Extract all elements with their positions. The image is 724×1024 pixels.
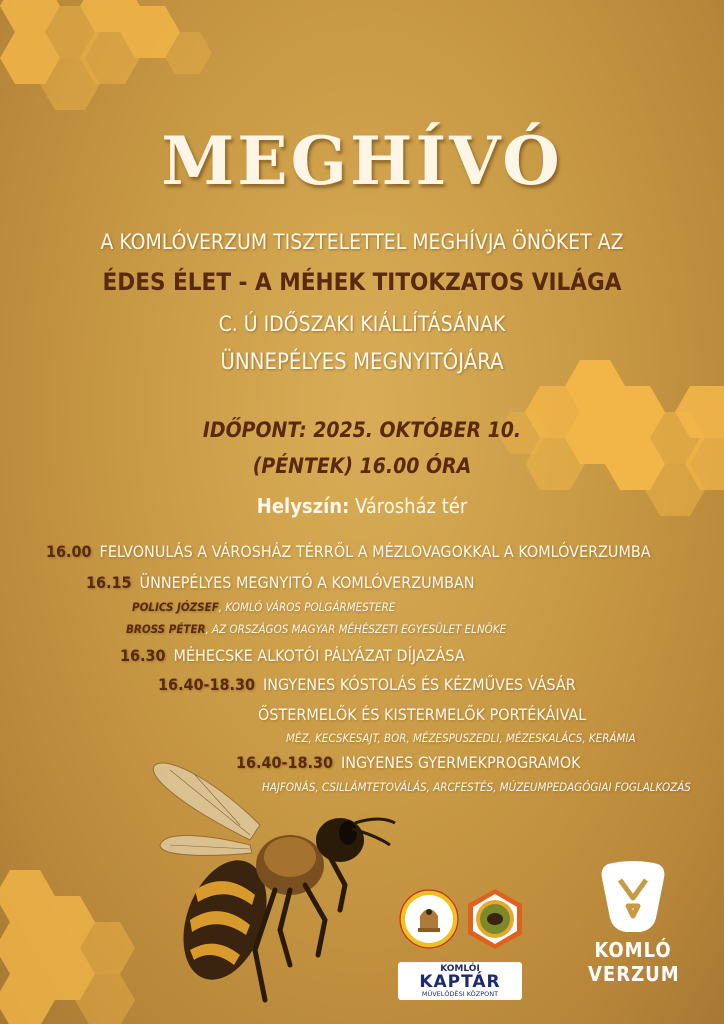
program-detail: HAJFONÁS, CSILLÁMTETOVÁLÁS, ARCFESTÉS, MÚZEUMPEDAGÓGIAI FOGLALKOZÁS <box>262 780 691 794</box>
location <box>0 494 724 518</box>
intro-line: C. Ú IDŐSZAKI KIÁLLÍTÁSÁNAK <box>218 312 506 336</box>
date-line: IDŐPONT: 2025. OKTÓBER 10. <box>202 418 522 442</box>
speaker-name: BROSS PÉTER <box>126 622 206 636</box>
page-title: MEGHÍVÓ <box>161 122 563 200</box>
date-line: (PÉNTEK) 16.00 ÓRA <box>252 454 472 478</box>
honeycomb-icon <box>500 350 724 550</box>
speaker-name: POLICS JÓZSEF <box>132 600 219 614</box>
program-time: 16.00 <box>46 542 92 561</box>
intro-line: ÜNNEPÉLYES MEGNYITÓJÁRA <box>220 350 504 375</box>
program-time: 16.30 <box>120 646 166 665</box>
program-text: ÜNNEPÉLYES MEGNYITÓ A KOMLÓVERZUMBAN <box>139 573 475 592</box>
speaker-line <box>126 622 506 636</box>
location-label: Helyszín: <box>256 494 350 518</box>
program-item <box>46 542 651 561</box>
komloverzum-text: VERZUM <box>588 962 680 986</box>
komloverzum-text: KOMLÓ <box>594 938 672 962</box>
program-text: FELVONULÁS A VÁROSHÁZ TÉRRŐL A MÉZLOVAGOKKAL A KOMLÓVERZUMBA <box>99 542 651 561</box>
speaker-role: , AZ ORSZÁGOS MAGYAR MÉHÉSZETI EGYESÜLET ELNÖKE <box>205 622 507 636</box>
program-item <box>86 573 475 592</box>
program-text-line: ŐSTERMELŐK ÉS KISTERMELŐK PORTÉKÁIVAL <box>258 705 587 724</box>
komloverzum-logo <box>588 858 678 986</box>
exhibition-title: ÉDES ÉLET - A MÉHEK TITOKZATOS VILÁGA <box>102 268 622 296</box>
intro-line: A KOMLÓVERZUM TISZTELETTEL MEGHÍVJA ÖNÖKET AZ <box>100 230 624 254</box>
kaptar-main-text: KAPTÁR <box>419 972 501 992</box>
program-time: 16.40-18.30 <box>236 753 334 772</box>
beekeepers-association-logo-icon <box>398 888 460 950</box>
speaker-role: , KOMLÓ VÁROS POLGÁRMESTERE <box>218 600 396 614</box>
program-time: 16.40-18.30 <box>158 675 256 694</box>
program-text: MÉHECSKE ALKOTÓI PÁLYÁZAT DÍJAZÁSA <box>173 646 465 665</box>
kaptar-logo <box>398 962 522 1000</box>
program-detail: MÉZ, KECSKESAJT, BOR, MÉZESPUSZEDLI, MÉZESKALÁCS, KERÁMIA <box>286 731 636 745</box>
program-text: INGYENES KÓSTOLÁS ÉS KÉZMŰVES VÁSÁR <box>263 675 576 694</box>
komloverzum-logo-icon <box>598 858 668 934</box>
program-item <box>120 646 465 665</box>
program-time: 16.15 <box>86 573 132 592</box>
kaptar-sub-text: MŰVELŐDÉSI KÖZPONT <box>421 990 499 998</box>
program-item <box>158 675 576 694</box>
bee-icon <box>140 745 400 1015</box>
honey-knights-logo-icon <box>466 888 524 950</box>
kaptar-top-text: KOMLÓI <box>440 964 480 974</box>
location-value: Városház tér <box>355 494 468 518</box>
speaker-line <box>132 600 395 614</box>
honeycomb-icon <box>0 0 220 130</box>
program-text: INGYENES GYERMEKPROGRAMOK <box>341 753 581 772</box>
